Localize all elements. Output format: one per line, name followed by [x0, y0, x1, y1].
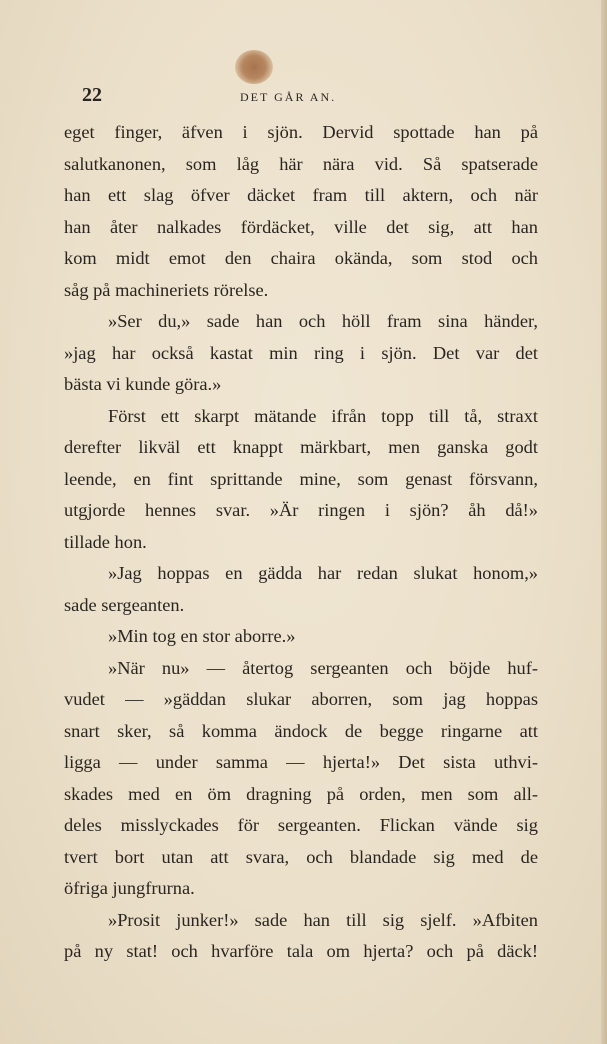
text-line: leende, en fint sprittande mine, som genast försvann, — [64, 468, 538, 489]
text-line: bästa vi kunde göra.» — [64, 374, 222, 394]
text-line: »Prosit junker!» sade han till sig sjelf. »Afbiten — [108, 909, 538, 930]
page-number: 22 — [82, 84, 102, 106]
page-header — [0, 80, 607, 110]
text-line: »jag har också kastat min ring i sjön. Det var det — [64, 342, 538, 363]
text-line: snart sker, så komma ändock de begge ringarne att — [64, 720, 538, 741]
text-line: såg på machineriets rörelse. — [64, 279, 269, 300]
text-line: tillade hon. — [64, 531, 147, 552]
foxing-stain — [235, 50, 273, 84]
text-line: skades med en öm dragning på orden, men som all- — [64, 783, 538, 804]
text-line: han åter nalkades fördäcket, ville det sig, att han — [64, 216, 538, 237]
text-line: »Ser du,» sade han och höll fram sina händer, — [108, 311, 538, 331]
text-line: öfriga jungfrurna. — [64, 878, 195, 898]
text-line: derefter likväl ett knappt märkbart, men ganska godt — [64, 437, 538, 457]
text-line: vudet — »gäddan slukar aborren, som jag hoppas — [64, 689, 538, 709]
running-head: DET GÅR AN. — [240, 90, 337, 104]
text-line: kom midt emot den chaira okända, som stod och — [64, 248, 538, 268]
text-line: han ett slag öfver däcket fram till aktern, och när — [64, 185, 538, 205]
text-line: eget finger, äfven i sjön. Dervid spottade han på — [64, 122, 538, 142]
text-line: Först ett skarpt mätande ifrån topp till tå, straxt — [108, 405, 538, 426]
page-edge — [601, 0, 607, 1044]
body-text — [64, 117, 538, 968]
text-line: »Min tog en stor aborre.» — [108, 626, 296, 646]
text-line: deles misslyckades för sergeanten. Flickan vände sig — [64, 815, 538, 835]
text-line: salutkanonen, som låg här nära vid. Så spatserade — [64, 153, 538, 174]
text-line: på ny stat! och hvarföre tala om hjerta? och på däck! — [64, 941, 538, 961]
text-line: utgjorde hennes svar. »Är ringen i sjön? åh då!» — [64, 500, 538, 520]
text-line: sade sergeanten. — [64, 594, 185, 615]
text-line: tvert bort utan att svara, och blandade sig med de — [64, 846, 538, 867]
text-line: »Jag hoppas en gädda har redan slukat honom,» — [108, 563, 538, 583]
text-line: »När nu» — återtog sergeanten och böjde huf- — [108, 657, 538, 678]
text-line: ligga — under samma — hjerta!» Det sista uthvi- — [64, 752, 538, 772]
